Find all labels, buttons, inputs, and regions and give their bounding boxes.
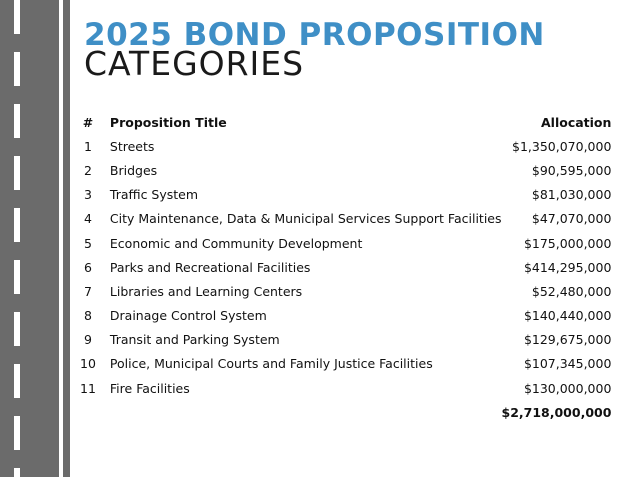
table-row	[80, 183, 615, 207]
row-number: 5	[83, 235, 92, 251]
row-number: 1	[83, 138, 92, 154]
row-allocation: $130,000,000	[523, 380, 612, 396]
table-row	[80, 328, 615, 352]
row-number: 6	[83, 259, 92, 275]
table-row	[80, 376, 615, 400]
total-title-cell	[96, 400, 502, 424]
row-proposition-title: Traffic System	[109, 187, 199, 203]
table-row	[80, 158, 615, 182]
row-proposition-title: Police, Municipal Courts and Family Justice Facilities	[109, 356, 433, 372]
total-row	[80, 400, 615, 424]
row-proposition-title: Streets	[109, 138, 155, 154]
row-allocation: $414,295,000	[523, 259, 612, 275]
table-row	[80, 279, 615, 303]
row-number: 10	[80, 356, 96, 372]
row-proposition-title: City Maintenance, Data & Municipal Services Support Facilities	[109, 211, 502, 227]
table-row	[80, 231, 615, 255]
row-proposition-title: Parks and Recreational Facilities	[109, 259, 311, 275]
table-row	[80, 255, 615, 279]
row-allocation: $47,070,000	[531, 211, 612, 227]
header-allocation: Allocation	[540, 114, 612, 130]
row-number: 8	[83, 308, 92, 324]
row-allocation: $140,440,000	[523, 308, 612, 324]
page-title: 2025 BOND PROPOSITION	[84, 17, 545, 53]
row-number: 7	[83, 283, 92, 299]
row-number: 4	[83, 211, 92, 227]
row-allocation: $90,595,000	[531, 162, 612, 178]
row-proposition-title: Libraries and Learning Centers	[109, 283, 303, 299]
row-allocation: $107,345,000	[523, 356, 612, 372]
table-body	[80, 134, 615, 400]
row-allocation: $81,030,000	[531, 187, 612, 203]
road-graphic	[0, 0, 59, 477]
row-proposition-title: Drainage Control System	[109, 308, 267, 324]
row-proposition-title: Transit and Parking System	[109, 332, 280, 348]
road-shoulder	[63, 0, 70, 477]
row-proposition-title: Bridges	[109, 162, 158, 178]
road-lane-dashes	[14, 0, 20, 477]
total-allocation: $2,718,000,000	[501, 404, 612, 420]
row-number: 11	[80, 380, 96, 396]
table-row	[80, 304, 615, 328]
row-allocation: $52,480,000	[531, 283, 612, 299]
row-allocation: $1,350,070,000	[512, 138, 612, 154]
total-number-cell	[80, 400, 96, 424]
row-number: 2	[83, 162, 92, 178]
row-proposition-title: Economic and Community Development	[109, 235, 363, 251]
row-allocation: $129,675,000	[523, 332, 612, 348]
table-row	[80, 134, 615, 158]
row-number: 3	[83, 187, 92, 203]
header-proposition-title: Proposition Title	[109, 114, 227, 130]
bond-allocation-table	[80, 110, 615, 424]
table-row	[80, 352, 615, 376]
row-proposition-title: Fire Facilities	[109, 380, 190, 396]
page-subtitle: CATEGORIES	[84, 44, 305, 83]
row-number: 9	[83, 332, 92, 348]
table-header-row	[80, 110, 615, 134]
header-number: #	[82, 114, 94, 130]
table-row	[80, 207, 615, 231]
row-allocation: $175,000,000	[523, 235, 612, 251]
